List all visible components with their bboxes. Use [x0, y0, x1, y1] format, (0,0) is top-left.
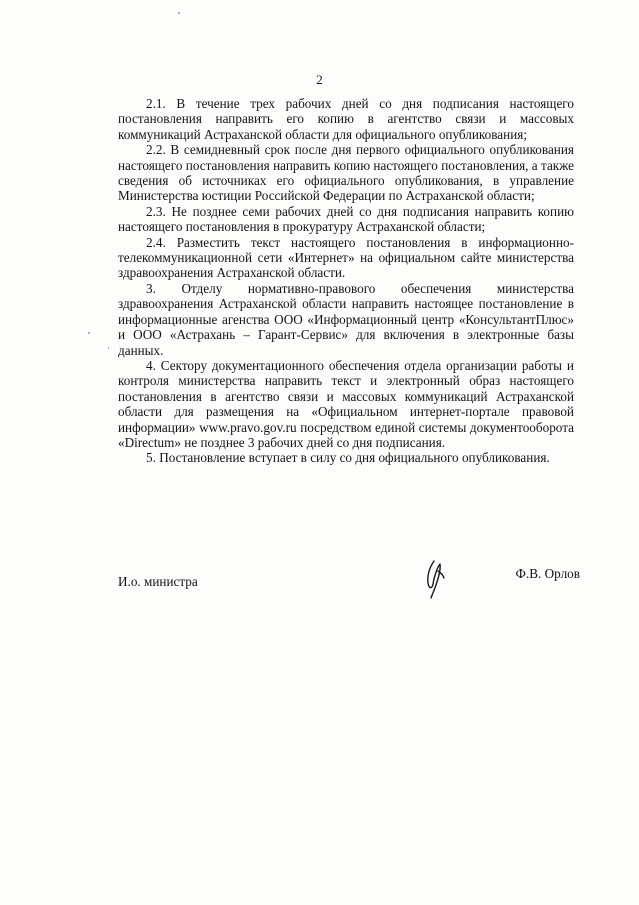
handwritten-signature [420, 558, 450, 600]
paragraph-2-3: 2.3. Не позднее семи рабочих дней со дня подписания направить копию настоящего постановления в прокуратуру Астраханской области; [118, 203, 574, 235]
paragraph-2-1: 2.1. В течение трех рабочих дней со дня подписания настоящего постановления направить его копию в агентство связи и массовых коммуникаций Астраханской области для официального опубликования; [118, 96, 574, 142]
signatory-position: И.о. министра [118, 574, 198, 589]
document-body [118, 96, 574, 466]
paragraph-4: 4. Сектору документационного обеспечения отдела организации работы и контроля министерства направить текст и электронный образ настоящего постановления в агентство связи и массовых коммуникаций Астраханской области для размещения на «Официальном интернет-портале правовой информации» www.pravo.gov.ru посредством единой системы документооборота «Directum» не позднее 3 рабочих дней со дня подписания. [118, 357, 574, 450]
page-number: 2 [316, 72, 323, 87]
paragraph-2-2: 2.2. В семидневный срок после дня первого официального опубликования настоящего постановления направить копию настоящего постановления, а также сведения об источниках его официального опубликования, в управление Министерства юстиции Российской Федерации по Астраханской области; [118, 142, 574, 204]
paragraph-2-4: 2.4. Разместить текст настоящего постановления в информационно-телекоммуникационной сети «Интернет» на официальном сайте министерства здравоохранения Астраханской области. [118, 234, 574, 281]
paragraph-5: 5. Постановление вступает в силу со дня официального опубликования. [146, 450, 550, 466]
scan-speck [108, 347, 109, 349]
scan-speck [88, 332, 90, 334]
paragraph-3: 3. Отделу нормативно-правового обеспечения министерства здравоохранения Астраханской области направить настоящее постановление в информационные агенства ООО «Информационный центр «КонсультантПлюс» и ООО «Астрахань – Гарант-Сервис» для включения в электронные базы данных. [118, 280, 574, 358]
signatory-name: Ф.В. Орлов [515, 566, 580, 581]
scan-speck [178, 12, 180, 14]
signature-block [118, 558, 580, 608]
